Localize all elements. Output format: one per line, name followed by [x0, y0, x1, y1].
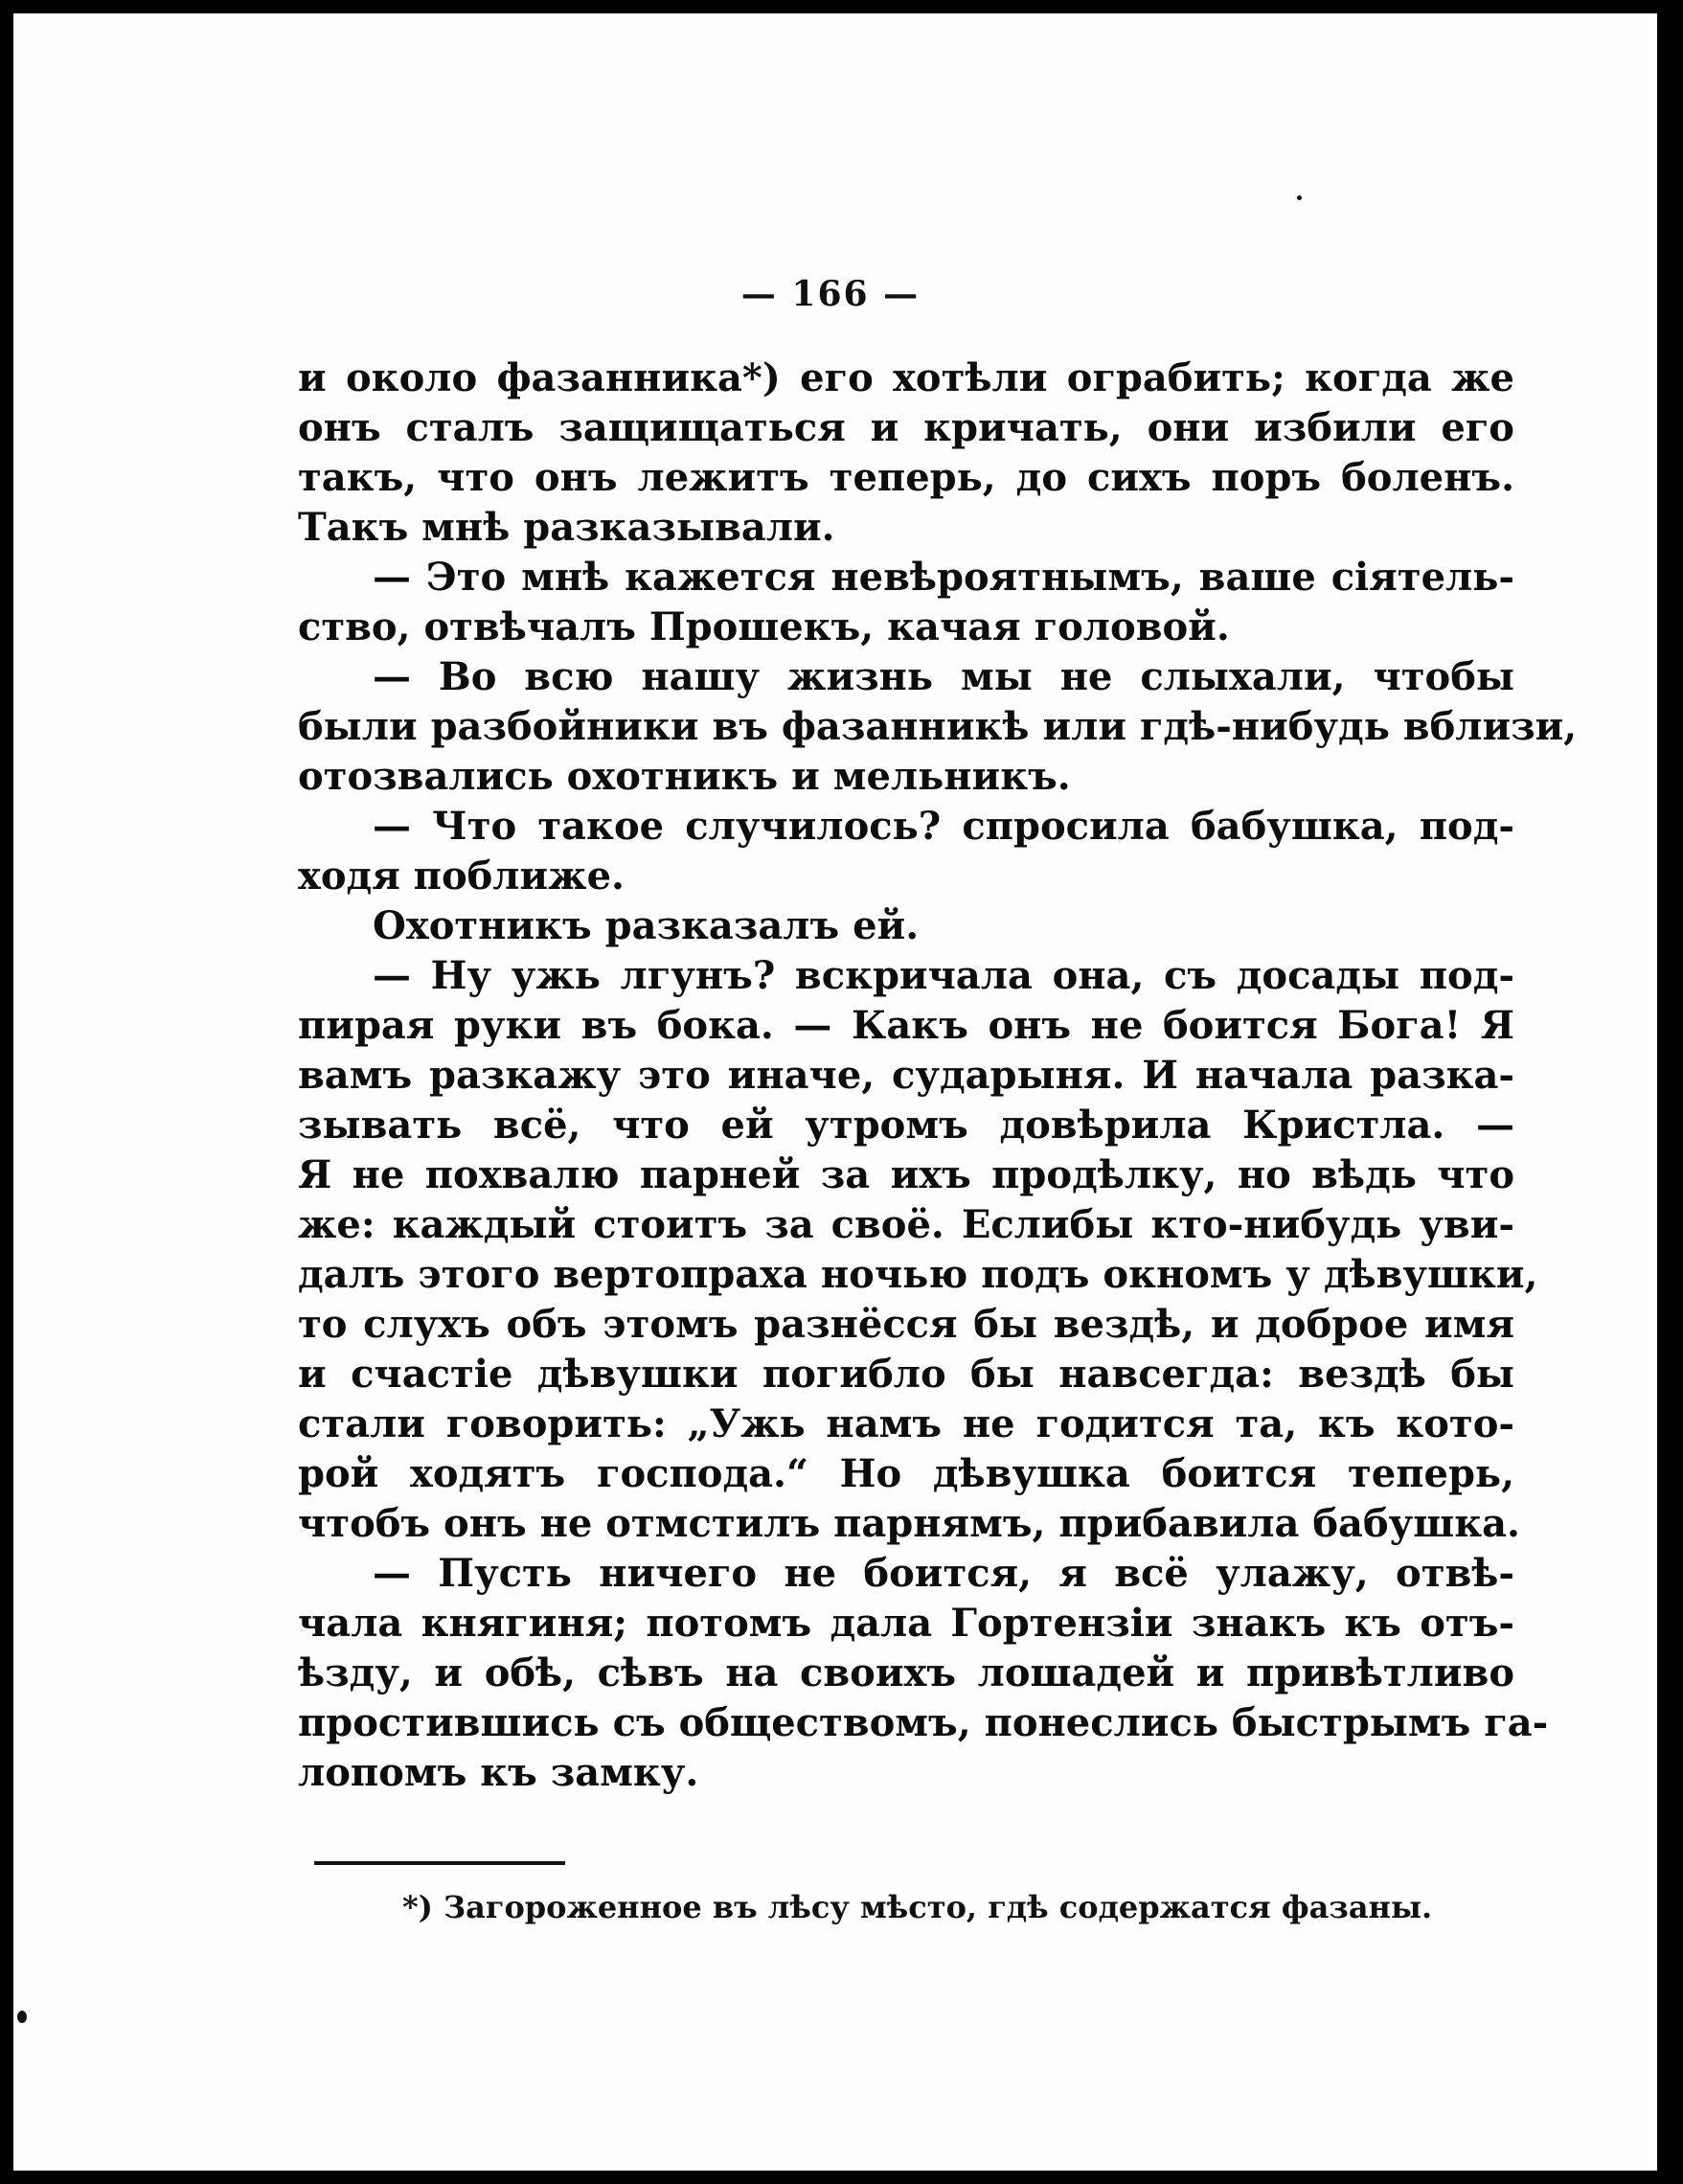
footnote-divider	[314, 1861, 565, 1865]
text-line: простившись съ обществомъ, понеслись быстрымъ га-	[298, 1700, 1549, 1745]
ink-speck	[17, 2011, 27, 2023]
text-line: пирая руки въ бока. — Какъ онъ не боится Бога! Я	[298, 1003, 1514, 1048]
text-line: чтобъ онъ не отмстилъ парнямъ, прибавила бабушка.	[298, 1501, 1520, 1546]
text-line: зывать всё, что ей утромъ довѣрила Кристла. —	[298, 1103, 1514, 1148]
text-line: — Пусть ничего не боится, я всё улажу, отвѣ-	[373, 1551, 1514, 1596]
text-line: ство, отвѣчалъ Прошекъ, качая головой.	[298, 604, 1230, 649]
text-line: ѣзду, и обѣ, сѣвъ на своихъ лошадей и привѣтливо	[298, 1650, 1514, 1695]
text-line: же: каждый стоитъ за своё. Еслибы кто-нибудь уви-	[298, 1202, 1514, 1247]
text-line: и счастіе дѣвушки погибло бы навсегда: вездѣ бы	[298, 1352, 1514, 1397]
footnote: *) Загороженное въ лѣсу мѣсто, гдѣ содержатся фазаны.	[402, 1889, 1433, 1925]
text-line: стали говорить: „Ужь намъ не годится та, къ кото-	[298, 1401, 1514, 1446]
text-line: — Ну ужь лгунъ? вскричала она, съ досады под-	[373, 953, 1514, 998]
text-line: онъ сталъ защищаться и кричать, они избили его	[298, 405, 1514, 450]
page-edge	[1648, 13, 1657, 2171]
text-line: то слухъ объ этомъ разнёсся бы вездѣ, и доброе имя	[298, 1302, 1514, 1347]
ink-speck	[1297, 195, 1302, 200]
text-line: рой ходятъ господа.“ Но дѣвушка боится теперь,	[298, 1451, 1514, 1496]
page-number: — 166 —	[740, 274, 921, 314]
text-line: — Это мнѣ кажется невѣроятнымъ, ваше сіятель-	[373, 555, 1514, 600]
text-line: такъ, что онъ лежитъ теперь, до сихъ поръ боленъ.	[298, 455, 1514, 500]
text-line: лопомъ къ замку.	[298, 1750, 699, 1795]
book-page	[13, 13, 1648, 2171]
text-line: Такъ мнѣ разказывали.	[298, 505, 835, 550]
text-line: были разбойники въ фазанникѣ или гдѣ-нибудь вблизи,	[298, 704, 1578, 749]
text-line: далъ этого вертопраха ночью подъ окномъ у дѣвушки,	[298, 1252, 1538, 1297]
text-line: — Что такое случилось? спросила бабушка, под-	[373, 804, 1514, 849]
text-line: ходя поближе.	[298, 853, 625, 899]
text-line: отозвались охотникъ и мельникъ.	[298, 754, 1071, 799]
text-line: Охотникъ разказалъ ей.	[373, 903, 920, 948]
text-line: чала княгиня; потомъ дала Гортензіи знакъ къ отъ-	[298, 1601, 1514, 1646]
text-line: вамъ разкажу это иначе, сударыня. И начала разка-	[298, 1053, 1514, 1098]
text-line: и около фазанника*) его хотѣли ограбить; когда же	[298, 355, 1514, 400]
text-line: — Во всю нашу жизнь мы не слыхали, чтобы	[373, 654, 1514, 699]
body-text	[298, 353, 1578, 1798]
text-line: Я не похвалю парней за ихъ продѣлку, но вѣдь что	[298, 1152, 1514, 1197]
